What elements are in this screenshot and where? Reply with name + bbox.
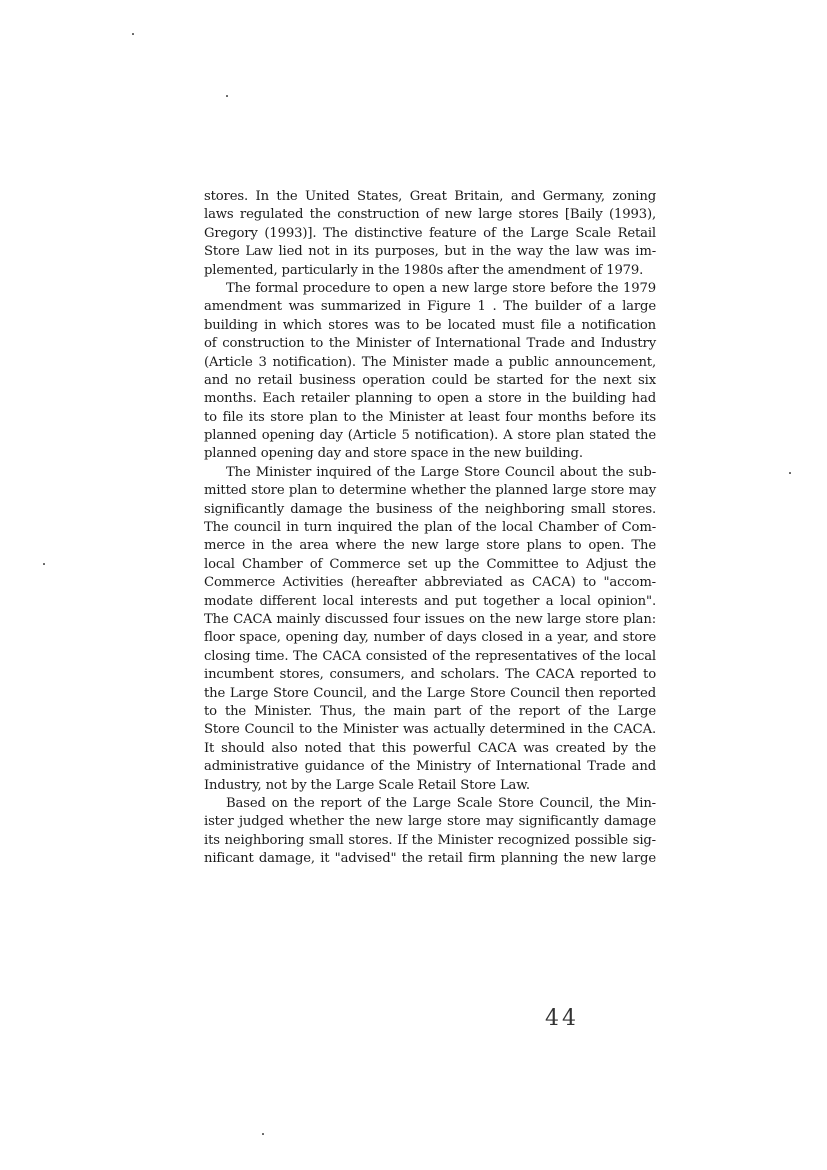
text-line: administrative guidance of the Ministry of International Trade and [204,759,656,775]
scan-speck [789,472,791,474]
text-line: amendment was summarized in Figure 1 . The builder of a large [204,299,656,315]
text-line: to file its store plan to the Minister at least four months before its [204,409,656,425]
text-line: The council in turn inquired the plan of the local Chamber of Com- [204,520,656,536]
text-line: floor space, opening day, number of days closed in a year, and store [204,630,656,646]
text-line: mitted store plan to determine whether the planned large store may [204,483,656,499]
paragraph [204,795,656,869]
text-line: Store Law lied not in its purposes, but in the way the law was im- [204,244,656,260]
text-line: planned opening day and store space in the new building. [204,446,583,462]
text-line: closing time. The CACA consisted of the representatives of the local [204,648,656,664]
text-line: and no retail business operation could be started for the next six [204,372,656,388]
text-line: planned opening day (Article 5 notification). A store plan stated the [204,428,656,444]
paragraph [204,280,656,464]
text-line: incumbent stores, consumers, and scholars. The CACA reported to [204,667,656,683]
scan-speck [132,33,134,35]
text-line: modate different local interests and put together a local opinion". [204,593,656,609]
text-line: Store Council to the Minister was actually determined in the CACA. [204,722,656,738]
text-line: The CACA mainly discussed four issues on the new large store plan: [204,611,656,627]
paragraph [204,188,656,280]
text-line: laws regulated the construction of new large stores [Baily (1993), [204,207,656,223]
text-line: building in which stores was to be located must file a notification [204,317,656,333]
text-line: merce in the area where the new large store plans to open. The [204,538,656,554]
text-line: ister judged whether the new large store may significantly damage [204,814,656,830]
text-line: Industry, not by the Large Scale Retail Store Law. [204,777,530,793]
text-line: It should also noted that this powerful CACA was created by the [204,740,656,756]
text-line: to the Minister. Thus, the main part of the report of the Large [204,703,656,719]
text-line: local Chamber of Commerce set up the Committee to Adjust the [204,556,656,572]
text-line: plemented, particularly in the 1980s after the amendment of 1979. [204,262,644,278]
text-line: Commerce Activities (hereafter abbreviated as CACA) to "accom- [204,575,656,591]
text-line: significantly damage the business of the neighboring small stores. [204,501,656,517]
body-text [204,188,656,868]
text-line: The formal procedure to open a new large store before the 1979 [226,280,656,296]
scan-speck [262,1133,264,1135]
text-line: months. Each retailer planning to open a store in the building had [204,391,656,407]
scan-speck [226,95,228,97]
text-line: The Minister inquired of the Large Store Council about the sub- [226,464,656,480]
paragraph [204,464,656,795]
text-line: (Article 3 notification). The Minister made a public announcement, [204,354,656,370]
text-line: stores. In the United States, Great Britain, and Germany, zoning [204,189,656,204]
text-line: Based on the report of the Large Scale Store Council, the Min- [226,795,656,811]
page-number: 44 [545,1006,579,1031]
text-line: of construction to the Minister of International Trade and Industry [204,336,656,352]
text-line: Gregory (1993)]. The distinctive feature of the Large Scale Retail [204,225,656,241]
text-line: its neighboring small stores. If the Minister recognized possible sig- [204,832,656,848]
text-line: the Large Store Council, and the Large Store Council then reported [204,685,656,701]
scan-speck [43,563,45,565]
text-line: nificant damage, it "advised" the retail firm planning the new large [204,851,656,867]
